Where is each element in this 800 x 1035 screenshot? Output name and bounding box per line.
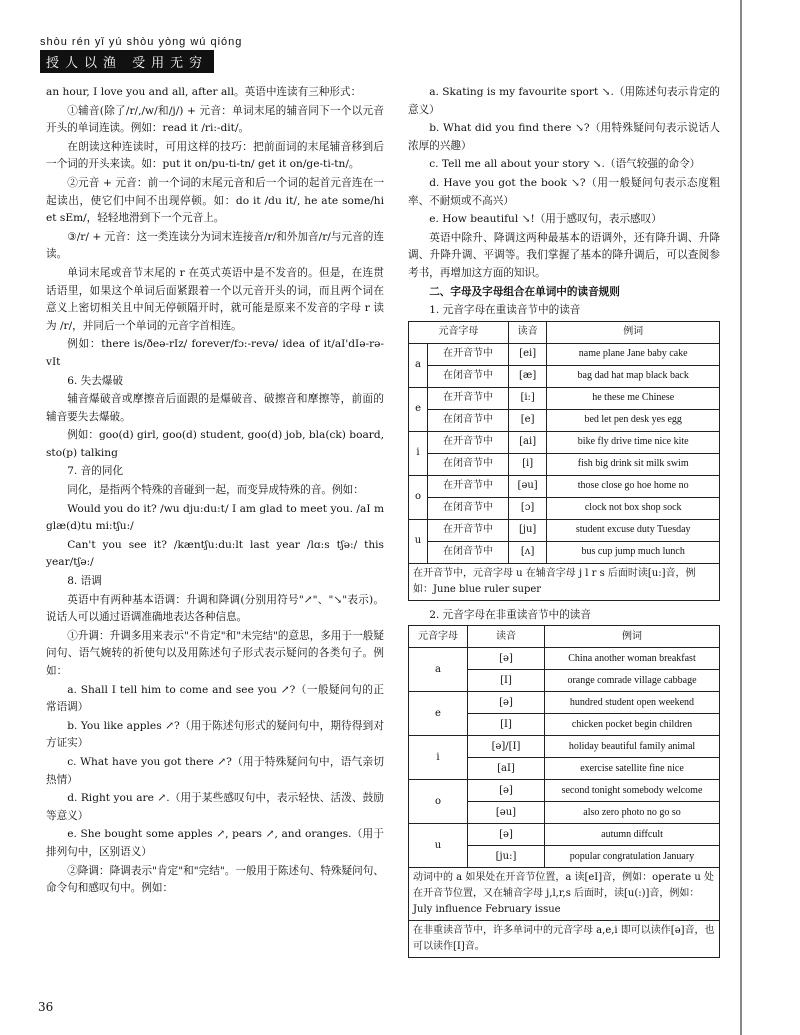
table-row <box>409 736 720 758</box>
table-cell: u <box>409 519 428 563</box>
table-cell: [əu] <box>468 802 545 824</box>
paragraph: 同化，是指两个特殊的音碰到一起，而变异成特殊的音。例如： <box>67 484 364 497</box>
header-title: 授人以渔 受用无穷 <box>40 50 214 73</box>
paragraph: 单词末尾或音节末尾的 r 在英式英语中是不发音的。但是，在连贯话语里，如果这个单词后面紧跟着一个以元音开头的词，而且两个词在意义上密切相关且中间无停顿隔开时，就可能是原来不发音的字母 r 读为 /r/，并同后一个单词的元音字首相连。 <box>46 266 384 332</box>
table-cell: those close go hoe home no <box>547 475 720 497</box>
table-cell: o <box>409 780 468 824</box>
table-cell: chicken pocket begin children <box>545 714 720 736</box>
table-cell: bag dad hat map black back <box>547 365 720 387</box>
paragraph: ①辅音(除了/r/,/w/和/j/) + 元音：单词末尾的辅音同下一个以元音开头的单词连读。例如：read it /ri:-dit/。 <box>46 104 384 135</box>
table-row <box>409 343 720 365</box>
table-cell: also zero photo no go so <box>545 802 720 824</box>
table-cell: [ə] <box>468 648 545 670</box>
table-cell: 在开音节中 <box>428 343 509 365</box>
table-cell: i <box>409 736 468 780</box>
example: b. You like apples ↗?（用于陈述句形式的疑问句中，期待得到对方证实） <box>46 719 384 750</box>
table-cell: 在闭音节中 <box>428 453 509 475</box>
paragraph: Can't you see it? /kæntʃu:du:lt last year /lɑ:s tʃə:/ this year/tʃə:/ <box>46 538 384 569</box>
table-cell: [ə]/[I] <box>468 736 545 758</box>
table-row <box>409 365 720 387</box>
unstressed-vowel-table <box>408 625 720 868</box>
paragraph: ③/r/ + 元音：这一类连读分为词末连接音/r/和外加音/r/与元音的连读。 <box>46 230 384 261</box>
table-cell: popular congratulation January <box>545 846 720 868</box>
table-cell: 在开音节中 <box>428 519 509 541</box>
paragraph: ②降调：降调表示"肯定"和"完结"。一般用于陈述句、特殊疑问句、命令句和感叹句中。例如： <box>46 864 384 895</box>
table-row <box>409 541 720 563</box>
table-cell: [e] <box>508 409 547 431</box>
table-cell: 在闭音节中 <box>428 541 509 563</box>
table-row <box>409 409 720 431</box>
table-cell: [ʌ] <box>508 541 547 563</box>
table-cell: second tonight somebody welcome <box>545 780 720 802</box>
paragraph: an hour, I love you and all, after all。英语中连读有三种形式： <box>46 86 362 98</box>
table-row <box>409 387 720 409</box>
table-cell: a <box>409 648 468 692</box>
table-cell: [ə] <box>468 824 545 846</box>
left-column <box>46 84 384 899</box>
example: d. Right you are ↗.（用于某些感叹句中，表示轻快、活泼、鼓励等意义） <box>46 792 384 822</box>
table-cell: o <box>409 475 428 519</box>
table-cell: e <box>409 387 428 431</box>
example: c. What have you got there ↗?（用于特殊疑问句中，语气亲切热情） <box>46 755 384 786</box>
spine-line <box>740 0 742 1035</box>
table-cell: 在开音节中 <box>428 475 509 497</box>
paragraph: ①升调：升调多用来表示"不肯定"和"未完结"的意思，多用于一般疑问句、语气婉转的祈使句以及用陈述句子形式表示疑问的各类句子。例如： <box>46 629 384 677</box>
table-header: 例词 <box>545 626 720 648</box>
table-cell: name plane Jane baby cake <box>547 343 720 365</box>
table-cell: autumn diffcult <box>545 824 720 846</box>
table-cell: 在开音节中 <box>428 387 509 409</box>
table-cell: [ei] <box>508 343 547 365</box>
paragraph: 英语中除升、降调这两种最基本的语调外，还有降升调、升降调、升降升调、平调等。我们掌握了基本的降升调后，可以查阅参考书，再增加这方面的知识。 <box>408 231 720 279</box>
table-header: 元音字母 <box>409 626 468 648</box>
page-header <box>40 36 260 73</box>
table-cell: bed let pen desk yes egg <box>547 409 720 431</box>
table-cell: 在闭音节中 <box>428 365 509 387</box>
table-cell: i <box>409 431 428 475</box>
example: a. Shall I tell him to come and see you ↗?（一般疑问句的正常语调） <box>46 683 384 714</box>
table-cell: [əu] <box>508 475 547 497</box>
page-number: 36 <box>38 1000 54 1014</box>
table-note: 动词中的 a 如果处在开音节位置，a 读[eI]音，例如：operate u 处在开音节位置，又在辅音字母 j,l,r,s 后面时，读[u(:)]音，例如：July influence February issue <box>408 868 720 921</box>
table-header: 读音 <box>508 321 547 343</box>
example: e. She bought some apples ↗, pears ↗, and oranges.（用于排列句中，区别语义） <box>46 828 384 858</box>
table-cell: [i] <box>508 453 547 475</box>
paragraph: 辅音爆破音或摩擦音后面跟的是爆破音、破擦音和摩擦等，前面的辅音要失去爆破。 <box>46 393 384 423</box>
table-body <box>409 648 720 868</box>
example: e. How beautiful ↘!（用于感叹句，表示感叹） <box>429 213 662 226</box>
table-cell: student excuse duty Tuesday <box>547 519 720 541</box>
table-cell: orange comrade village cabbage <box>545 670 720 692</box>
table-row <box>409 648 720 670</box>
section-heading: 8. 语调 <box>67 575 102 588</box>
table-cell: fish big drink sit milk swim <box>547 453 720 475</box>
table-cell: bus cup jump much lunch <box>547 541 720 563</box>
example: d. Have you got the book ↘?（用一般疑问句表示态度粗率、不耐烦或不高兴） <box>408 176 720 207</box>
table-row <box>409 824 720 846</box>
table-cell: 在闭音节中 <box>428 497 509 519</box>
example: b. What did you find there ↘?（用特殊疑问句表示说话人浓厚的兴趣） <box>408 122 720 152</box>
table-cell: hundred student open weekend <box>545 692 720 714</box>
table-row <box>409 519 720 541</box>
table-cell: China another woman breakfast <box>545 648 720 670</box>
example: a. Skating is my favourite sport ↘.（用陈述句表示肯定的意义） <box>408 86 720 116</box>
table-cell: [i:] <box>508 387 547 409</box>
table-header: 例词 <box>547 321 720 343</box>
section-heading: 7. 音的同化 <box>67 465 124 478</box>
table-cell: holiday beautiful family animal <box>545 736 720 758</box>
paragraph: 例如：there is/ðeə-rIz/ forever/fɔ:-revə/ idea of it/aI'dIə-rə-vIt <box>46 338 384 368</box>
table-cell: [ə] <box>468 780 545 802</box>
table-cell: [ə] <box>468 692 545 714</box>
table-cell: he these me Chinese <box>547 387 720 409</box>
table-cell: [I] <box>468 714 545 736</box>
table-header: 元音字母 <box>409 321 509 343</box>
paragraph: 在朗读这种连读时，可用这样的技巧：把前面词的末尾辅音移到后一个词的开头来读。如：put it on/pu-ti-tn/ get it on/ge-ti-tn/。 <box>46 140 384 171</box>
table-cell: [ju:] <box>468 846 545 868</box>
table-note: 在非重读音节中，许多单词中的元音字母 a,e,i 即可以读作[ə]音，也可以读作[I]音。 <box>408 921 720 958</box>
table-row <box>409 692 720 714</box>
table-cell: a <box>409 343 428 387</box>
section-heading: 6. 失去爆破 <box>67 374 124 387</box>
example: c. Tell me all about your story ↘.（语气较强的命令） <box>429 158 701 171</box>
table-cell: bike fly drive time nice kite <box>547 431 720 453</box>
table-body <box>409 343 720 563</box>
table-cell: u <box>409 824 468 868</box>
table-row <box>409 497 720 519</box>
table-title: 1. 元音字母在重读音节中的读音 <box>429 304 581 317</box>
header-pinyin: shòu rén yǐ yú shòu yòng wú qióng <box>40 36 243 48</box>
table-row <box>409 780 720 802</box>
table-cell: [aI] <box>468 758 545 780</box>
table-header: 读音 <box>468 626 545 648</box>
table-row <box>409 453 720 475</box>
paragraph: 英语中有两种基本语调：升调和降调(分别用符号"↗"、"↘"表示)。说话人可以通过语调准确地表达各种信息。 <box>46 593 384 624</box>
table-cell: [ɔ] <box>508 497 547 519</box>
table-row <box>409 431 720 453</box>
table-cell: 在闭音节中 <box>428 409 509 431</box>
table-cell: [I] <box>468 670 545 692</box>
table-cell: [ai] <box>508 431 547 453</box>
stressed-vowel-table <box>408 321 720 564</box>
table-cell: [ju] <box>508 519 547 541</box>
table-note: 在开音节中，元音字母 u 在辅音字母 j l r s 后面时读[u:]音，例如：June blue ruler super <box>408 564 720 601</box>
table-title: 2. 元音字母在非重读音节中的读音 <box>429 608 591 621</box>
table-row <box>409 475 720 497</box>
right-column <box>408 84 720 958</box>
paragraph: ②元音 + 元音：前一个词的末尾元音和后一个词的起首元音连在一起读出，使它们中间不出现停顿。如：do it /du it/, he ate some/hi et sEm/，轻轻地滑到下一个元音上。 <box>46 176 384 225</box>
table-cell: [æ] <box>508 365 547 387</box>
table-cell: exercise satellite fine nice <box>545 758 720 780</box>
section-heading: 二、字母及字母组合在单词中的读音规则 <box>429 285 620 298</box>
table-cell: 在开音节中 <box>428 431 509 453</box>
paragraph: 例如：goo(d) girl, goo(d) student, goo(d) job, bla(ck) board, sto(p) talking <box>46 429 384 459</box>
table-cell: clock not box shop sock <box>547 497 720 519</box>
table-cell: e <box>409 692 468 736</box>
paragraph: Would you do it? /wu dju:du:t/ I am glad to meet you. /aI m glæ(d)tu mi:tʃu:/ <box>46 502 384 533</box>
